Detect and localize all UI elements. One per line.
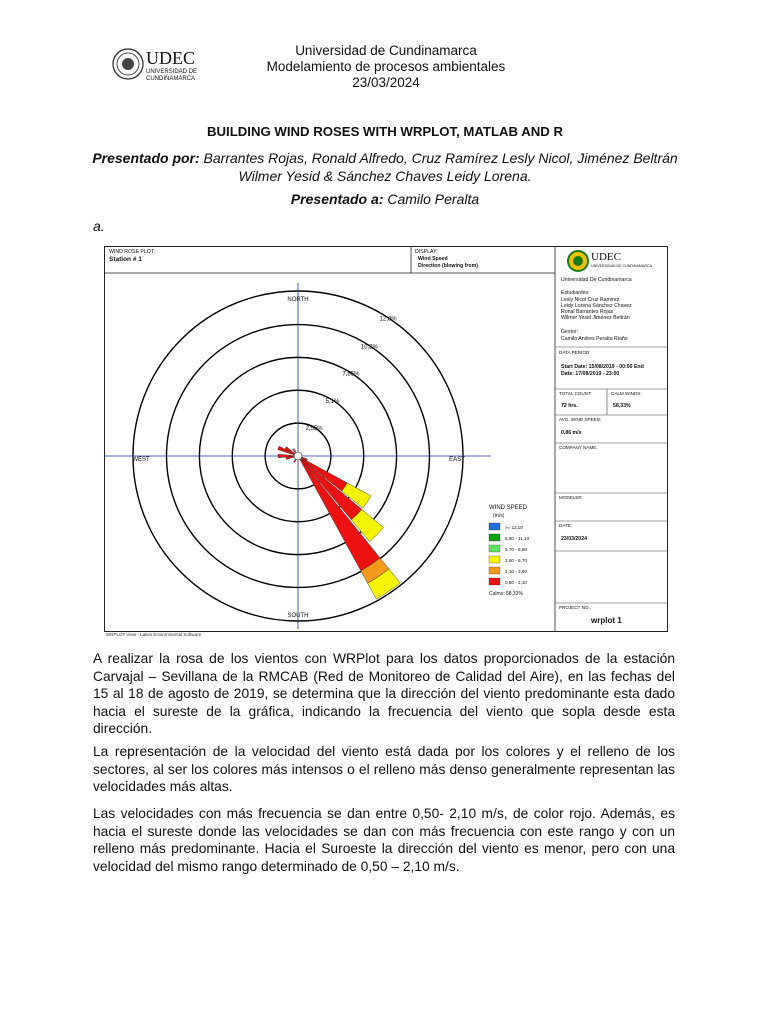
wind-sectors: [278, 446, 400, 599]
ring-label: 5,1%: [325, 398, 340, 405]
paragraph-3: Las velocidades con más frecuencia se dan entre 0,50- 2,10 m/s, de color rojo. Además, es hacia el sureste donde las velocidades se dan con más frecuencia con este rango y con un relleno más predominante. Hacia el Suroeste la dirección del viento es menor, pero con una velocidad del mismo rango determinado de 0,50 – 2,10 m/s.: [93, 806, 675, 874]
display-value-1: Wind Speed: [418, 256, 448, 262]
data-period-label: DATA PERIOD:: [559, 350, 591, 355]
gestor-label: Gestor:: [561, 329, 579, 335]
avg-speed-label: AVG. WIND SPEED:: [559, 417, 602, 422]
legend-swatch: [489, 545, 500, 552]
student-2: Leidy Lorena Sánchez Chavez: [561, 303, 632, 309]
ring-label: 2,55%: [305, 426, 323, 433]
student-3: Ronal Barrantes Rojas: [561, 309, 614, 315]
calm-center: [294, 452, 302, 460]
presented-by-label: Presentado por:: [92, 150, 200, 166]
presented-to: [92, 191, 678, 207]
side-logo-sub: UNIVERSIDAD DE CUNDINAMARCA: [591, 264, 652, 268]
section-label: a.: [93, 218, 105, 234]
header-date: 23/03/2024: [352, 75, 420, 90]
direction-label-west: WEST: [132, 457, 150, 463]
plot-footer: WRPLOT View - Lakes Environmental Software: [106, 632, 202, 637]
direction-label-south: SOUTH: [287, 613, 309, 619]
presented-to-value: Camilo Peralta: [383, 191, 480, 207]
legend-item-label: 0,50 - 2,10: [505, 580, 527, 585]
presented-by-value: Barrantes Rojas, Ronald Alfredo, Cruz Ramírez Lesly Nicol, Jiménez Beltrán Wilmer Yesid & Sánchez Chaves Leidy Lorena.: [199, 150, 678, 184]
logo-sub1: UNIVERSIDAD DE: [146, 69, 198, 75]
presented-to-label: Presentado a:: [290, 191, 384, 207]
legend-item-label: >= 11,10: [505, 525, 523, 530]
student-1: Lesly Nicol Cruz Ramirez: [561, 297, 620, 303]
calm-winds-label: CALM WINDS:: [611, 391, 642, 396]
legend-swatch: [489, 578, 500, 585]
speed-legend: [489, 505, 530, 597]
total-count-label: TOTAL COUNT:: [559, 391, 592, 396]
legend-title: WIND SPEED: [489, 505, 528, 511]
header-university: Universidad de Cundinamarca: [295, 43, 477, 58]
ring-label: 12,8%: [379, 316, 397, 323]
paragraph-2: La representación de la velocidad del viento está dada por los colores y el relleno de los sectores, al ser los colores más intensos o el relleno más denso generalmente representan las velocidades más altas.: [93, 744, 675, 795]
legend-swatch: [489, 567, 500, 574]
legend-calms: Calms: 58,33%: [489, 591, 523, 597]
direction-label-north: NORTH: [287, 297, 309, 303]
document-title: BUILDING WIND ROSES WITH WRPLOT, MATLAB AND R: [206, 124, 564, 139]
legend-item-label: 3,60 - 5,70: [505, 558, 527, 563]
logo-text: UDEC: [146, 48, 195, 68]
avg-speed-value: 0,86 m/s: [561, 430, 582, 436]
legend-swatch: [489, 534, 500, 541]
project-value: wrplot 1: [591, 616, 622, 625]
direction-label-east: EAST: [449, 457, 465, 463]
student-4: Wilmer Yesid Jiménez Beltrán: [561, 315, 630, 321]
display-label: DISPLAY:: [415, 249, 438, 255]
project-label: PROJECT NO.:: [559, 605, 592, 610]
legend-item-label: 8,80 - 11,10: [505, 536, 530, 541]
ring-label: 10,2%: [360, 344, 378, 351]
wind-rose-figure: [104, 246, 668, 632]
udec-logo: [112, 42, 208, 86]
modeler-label: MODELER:: [559, 495, 583, 500]
paragraph-1: A realizar la rosa de los vientos con WRPlot para los datos proporcionados de la estación Carvajal – Sevillana de la RMCAB (Red de Monitoreo de Calidad del Aire), en las fechas del 15 al 18 de agosto de 2019, se determina que la dirección del viento predominante esta dado hacia el sureste de la gráfica, indicando la frecuencia del viento que sopla desde esta dirección.: [93, 651, 675, 737]
start-date: Start Date: 15/08/2019 - 00:00 End: [561, 364, 644, 370]
station-label: Station # 1: [109, 256, 142, 263]
calm-winds-value: 58,33%: [613, 403, 631, 409]
university-name: Universidad De Cundinamarca: [561, 277, 632, 283]
legend-item-label: 5,70 - 8,80: [505, 547, 527, 552]
plot-label: WIND ROSE PLOT:: [109, 249, 155, 255]
side-logo-text: UDEC: [591, 251, 621, 263]
legend-unit: (m/s): [493, 513, 505, 519]
side-logo-emblem: [567, 250, 589, 272]
end-date: Date: 17/08/2019 - 23:00: [561, 371, 620, 377]
legend-swatch: [489, 523, 500, 530]
ring-label: 7,65%: [342, 371, 360, 378]
presented-by: [92, 149, 678, 185]
students-label: Estudiantes:: [561, 290, 590, 296]
total-count-value: 72 hrs.: [561, 403, 578, 409]
display-value-2: Direction (blowing from): [418, 263, 478, 269]
legend-swatch: [489, 556, 500, 563]
logo-sub2: CUNDINAMARCA: [146, 76, 196, 82]
gestor-name: Camilo Andres Peralta Riaño: [561, 336, 628, 342]
company-label: COMPANY NAME:: [559, 445, 598, 450]
legend-item-label: 2,10 - 3,60: [505, 569, 527, 574]
date-value: 23/03/2024: [561, 536, 587, 542]
date-label: DATE:: [559, 523, 573, 528]
header-course: Modelamiento de procesos ambientales: [266, 59, 506, 74]
